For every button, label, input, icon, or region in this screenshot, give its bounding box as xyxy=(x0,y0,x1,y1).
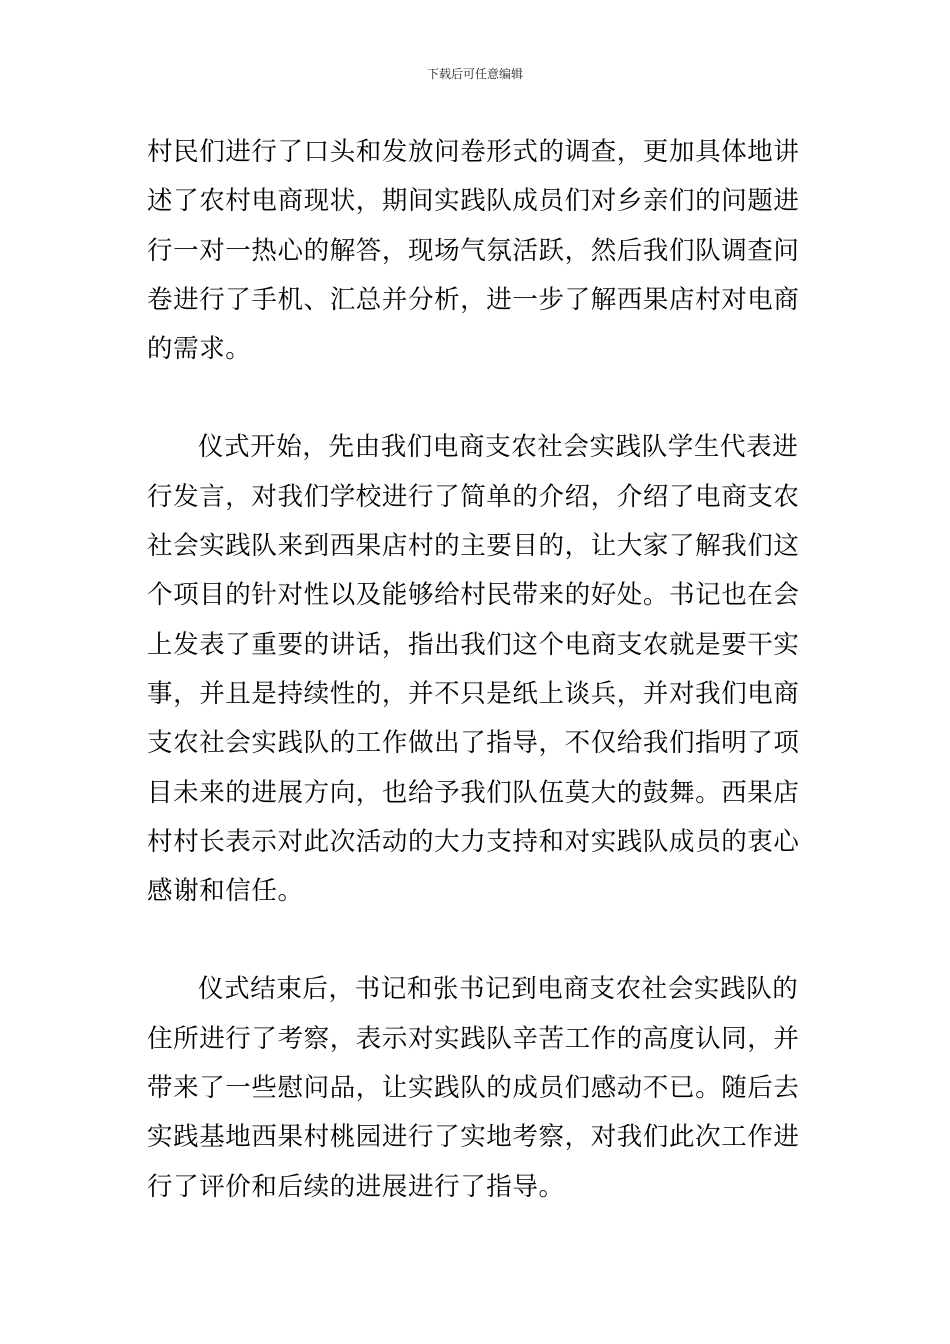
paragraph-1: 村民们进行了口头和发放问卷形式的调查，更加具体地讲述了农村电商现状，期间实践队成员们对乡亲们的问题进行一对一热心的解答，现场气氛活跃，然后我们队调查问卷进行了手机、汇总并分析，进一步了解西果店村对电商的需求。 xyxy=(147,137,800,365)
paragraph-3: 仪式结束后，书记和张书记到电商支农社会实践队的住所进行了考察，表示对实践队辛苦工作的高度认同，并带来了一些慰问品，让实践队的成员们感动不已。随后去实践基地西果村桃园进行了实地考察，对我们此次工作进行了评价和后续的进展进行了指导。 xyxy=(147,974,800,1202)
page-header-note: 下载后可任意编辑 xyxy=(426,67,523,81)
paragraph-gap xyxy=(147,374,807,423)
document-body xyxy=(147,128,807,1212)
paragraph-2: 仪式开始，先由我们电商支农社会实践队学生代表进行发言，对我们学校进行了简单的介绍，介绍了电商支农社会实践队来到西果店村的主要目的，让大家了解我们这个项目的针对性以及能够给村民带来的好处。书记也在会上发表了重要的讲话，指出我们这个电商支农就是要干实事，并且是持续性的，并不只是纸上谈兵，并对我们电商支农社会实践队的工作做出了指导，不仅给我们指明了项目未来的进展方向，也给予我们队伍莫大的鼓舞。西果店村村长表示对此次活动的大力支持和对实践队成员的衷心感谢和信任。 xyxy=(147,432,800,907)
paragraph-gap xyxy=(147,916,807,965)
